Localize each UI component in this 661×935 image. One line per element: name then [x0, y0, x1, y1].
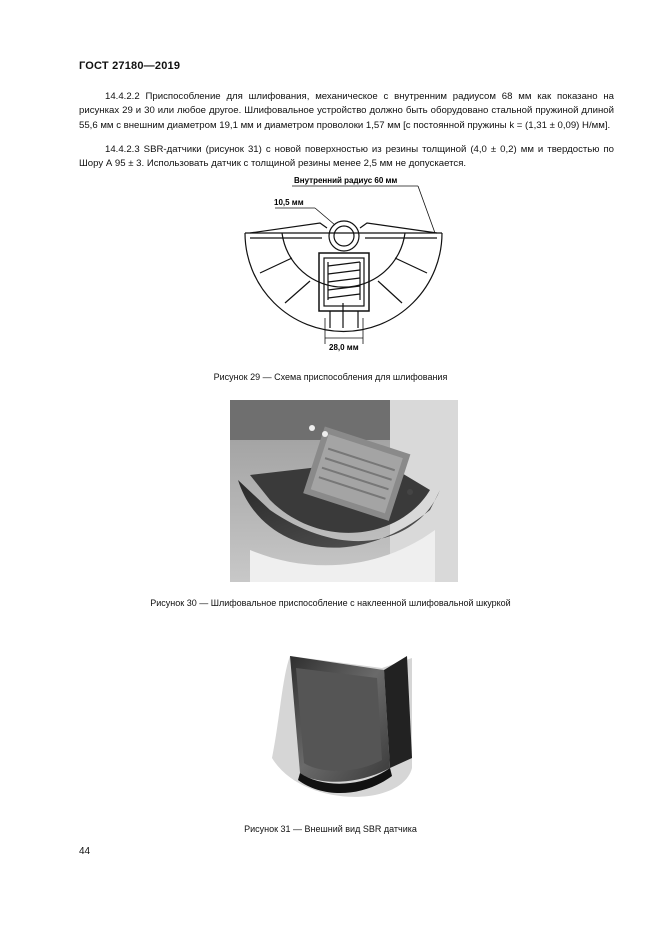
grinding-fixture-diagram — [230, 178, 450, 363]
grinding-fixture-photo — [230, 400, 458, 582]
figure-31-caption: Рисунок 31 — Внешний вид SBR датчика — [244, 824, 417, 834]
sbr-sensor-photo — [262, 648, 422, 808]
figure-29-caption: Рисунок 29 — Схема приспособления для шлифования — [213, 372, 448, 382]
radius-label: Внутренний радиус 60 мм — [294, 176, 398, 185]
paragraph-14-4-2-3: 14.4.2.3 SBR-датчики (рисунок 31) с новой поверхностью из резины толщиной (4,0 ± 0,2) мм и твердостью по Шору А 95 ± 3. Использовать датчик с толщиной резины менее 2,5 мм не допускается. — [79, 144, 614, 170]
width-label: 10,5 мм — [274, 198, 304, 207]
bottom-dimension-label: 28,0 мм — [329, 343, 359, 352]
figure-30-caption: Рисунок 30 — Шлифовальное приспособление с наклеенной шлифовальной шкуркой — [150, 598, 511, 608]
document-header: ГОСТ 27180—2019 — [79, 60, 181, 72]
paragraph-14-4-2-2: 14.4.2.2 Приспособление для шлифования, механическое с внутренним радиусом 68 мм как показано на рисунках 29 и 30 или любое другое. Шлифовальное устройство должно быть оборудовано стальной пружиной длиной 55,6 мм с внешним диаметром 19,1 мм и диаметром проволоки 1,57 мм [с постоянной пружины k = (1,31 ± 0,09) Н/мм]. — [79, 91, 614, 131]
page-number: 44 — [79, 846, 91, 857]
